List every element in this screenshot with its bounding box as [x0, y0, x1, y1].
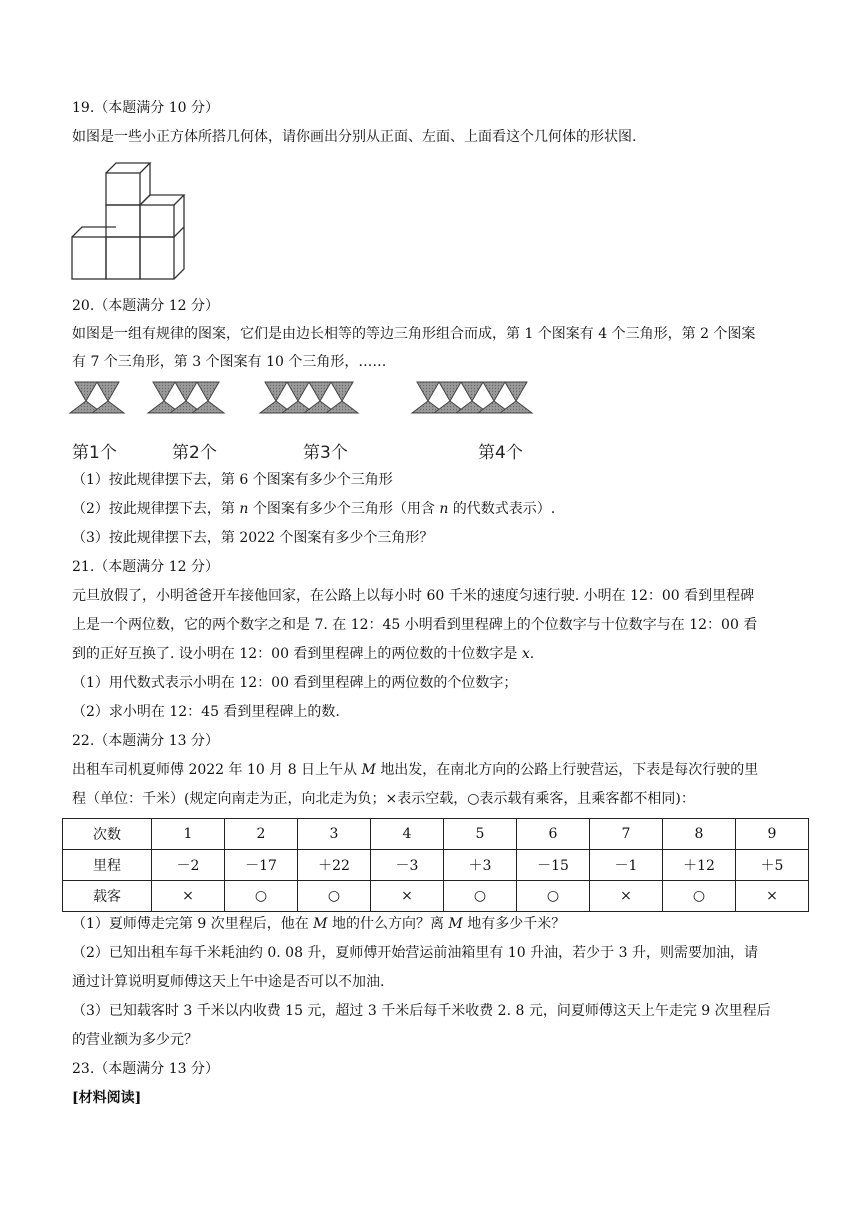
q20-text-line1: 如图是一组有规律的图案，它们是由边长相等的等边三角形组合而成，第 1 个图案有 4 个三角形，第 2 个图案	[72, 326, 756, 342]
q23-heading: [材料阅读]	[72, 1090, 142, 1106]
down-triangle	[483, 382, 505, 401]
down-triangle	[265, 382, 287, 401]
triangle-pattern-2	[148, 382, 224, 413]
q20-part2: （2）按此规律摆下去，第 n 个图案有多少个三角形（用含 n 的代数式表示）.	[72, 501, 556, 517]
mileage-table	[62, 818, 809, 912]
q21-text-line1: 元旦放假了，小明爸爸开车接他回家，在公路上以每小时 60 千米的速度匀速行驶. 小明在 12：00 看到里程碑	[72, 588, 755, 604]
trip-number: 6	[517, 819, 590, 850]
mileage-value: －15	[517, 850, 590, 881]
down-triangle	[417, 382, 439, 401]
q22-text-line1: 出租车司机夏师傅 2022 年 10 月 8 日上午从 M 地出发，在南北方向的公路上行驶营运，下表是每次行驶的里	[72, 762, 759, 778]
triangle-pattern-3	[260, 382, 358, 413]
q22-part3-line1: （3）已知载客时 3 千米以内收费 15 元，超过 3 千米后每千米收费 2. 8 元，问夏师傅这天上午走完 9 次里程后	[72, 1003, 771, 1019]
bottom-triangle	[92, 401, 124, 413]
mileage-value: ＋12	[663, 850, 736, 881]
q22-text-line2: 程（单位：千米）(规定向南走为正，向北走为负；×表示空载，○表示载有乘客，且乘客都不相同)：	[72, 791, 695, 807]
bottom-triangle	[500, 401, 532, 413]
down-triangle	[197, 382, 219, 401]
down-triangle	[287, 382, 309, 401]
q23-title: 23.（本题满分 13 分）	[72, 1061, 219, 1077]
q20-part1: （1）按此规律摆下去，第 6 个图案有多少个三角形	[72, 472, 393, 488]
q20-part3: （3）按此规律摆下去，第 2022 个图案有多少个三角形？	[72, 530, 434, 546]
q21-part2: （2）求小明在 12：45 看到里程碑上的数.	[72, 704, 340, 720]
mileage-value: ＋22	[298, 850, 371, 881]
bottom-triangle	[326, 401, 358, 413]
triangle-pattern-1	[70, 382, 124, 413]
pattern-label-1: 第1个	[72, 443, 117, 463]
mileage-value: ＋3	[444, 850, 517, 881]
trip-number: 3	[298, 819, 371, 850]
mileage-value: ＋5	[736, 850, 809, 881]
pattern-label-4: 第4个	[478, 443, 523, 463]
q20-text-line2: 有 7 个三角形，第 3 个图案有 10 个三角形，……	[72, 354, 387, 370]
pattern-label-3: 第3个	[303, 443, 348, 463]
down-triangle	[97, 382, 119, 401]
q21-text-line2: 上是一个两位数，它的两个数字之和是 7. 在 12：45 小明看到里程碑上的个位数字与十位数字与在 12：00 看	[72, 617, 758, 633]
down-triangle	[75, 382, 97, 401]
passenger-mark: ○	[663, 881, 736, 912]
trip-number: 7	[590, 819, 663, 850]
q22-part1: （1）夏师傅走完第 9 次里程后，他在 M 地的什么方向？离 M 地有多少千米？	[72, 916, 566, 932]
q21-text-line3: 到的正好互换了. 设小明在 12：00 看到里程碑上的两位数的十位数字是 x.	[72, 646, 535, 662]
mileage-value: －2	[152, 850, 225, 881]
triangle-pattern-figure	[68, 378, 588, 440]
trip-number: 4	[371, 819, 444, 850]
trip-number: 1	[152, 819, 225, 850]
q22-part2-line2: 通过计算说明夏师傅这天上午中途是否可以不加油.	[72, 974, 385, 990]
mileage-value: －1	[590, 850, 663, 881]
passenger-mark: ○	[298, 881, 371, 912]
passenger-mark: ×	[371, 881, 444, 912]
cube-stack-figure	[70, 158, 190, 283]
passenger-mark: ○	[517, 881, 590, 912]
table-row	[63, 819, 809, 850]
q22-part2-line1: （2）已知出租车每千米耗油约 0. 08 升，夏师傅开始营运前油箱里有 10 升油，若少于 3 升，则需要加油，请	[72, 945, 758, 961]
passenger-mark: ×	[152, 881, 225, 912]
row-header-trips: 次数	[63, 819, 152, 850]
trip-number: 8	[663, 819, 736, 850]
down-triangle	[153, 382, 175, 401]
row-header-mileage: 里程	[63, 850, 152, 881]
table-row	[63, 850, 809, 881]
down-triangle	[505, 382, 527, 401]
bottom-triangle	[192, 401, 224, 413]
mileage-value: －3	[371, 850, 444, 881]
down-triangle	[331, 382, 353, 401]
q19-text: 如图是一些小正方体所搭几何体，请你画出分别从正面、左面、上面看这个几何体的形状图.	[72, 129, 637, 145]
q22-title: 22.（本题满分 13 分）	[72, 733, 219, 749]
trip-number: 2	[225, 819, 298, 850]
q21-part1: （1）用代数式表示小明在 12：00 看到里程碑上的两位数的个位数字；	[72, 675, 518, 691]
pattern-label-2: 第2个	[172, 443, 217, 463]
trip-number: 9	[736, 819, 809, 850]
down-triangle	[461, 382, 483, 401]
passenger-mark: ○	[225, 881, 298, 912]
down-triangle	[439, 382, 461, 401]
row-header-passenger: 载客	[63, 881, 152, 912]
down-triangle	[309, 382, 331, 401]
triangle-pattern-4	[412, 382, 532, 413]
passenger-mark: ×	[590, 881, 663, 912]
passenger-mark: ×	[736, 881, 809, 912]
q19-title: 19.（本题满分 10 分）	[72, 100, 219, 116]
q20-title: 20.（本题满分 12 分）	[72, 298, 219, 314]
mileage-value: －17	[225, 850, 298, 881]
q21-title: 21.（本题满分 12 分）	[72, 559, 219, 575]
trip-number: 5	[444, 819, 517, 850]
table-row	[63, 881, 809, 912]
down-triangle	[175, 382, 197, 401]
q22-part3-line2: 的营业额为多少元？	[72, 1032, 198, 1048]
passenger-mark: ○	[444, 881, 517, 912]
